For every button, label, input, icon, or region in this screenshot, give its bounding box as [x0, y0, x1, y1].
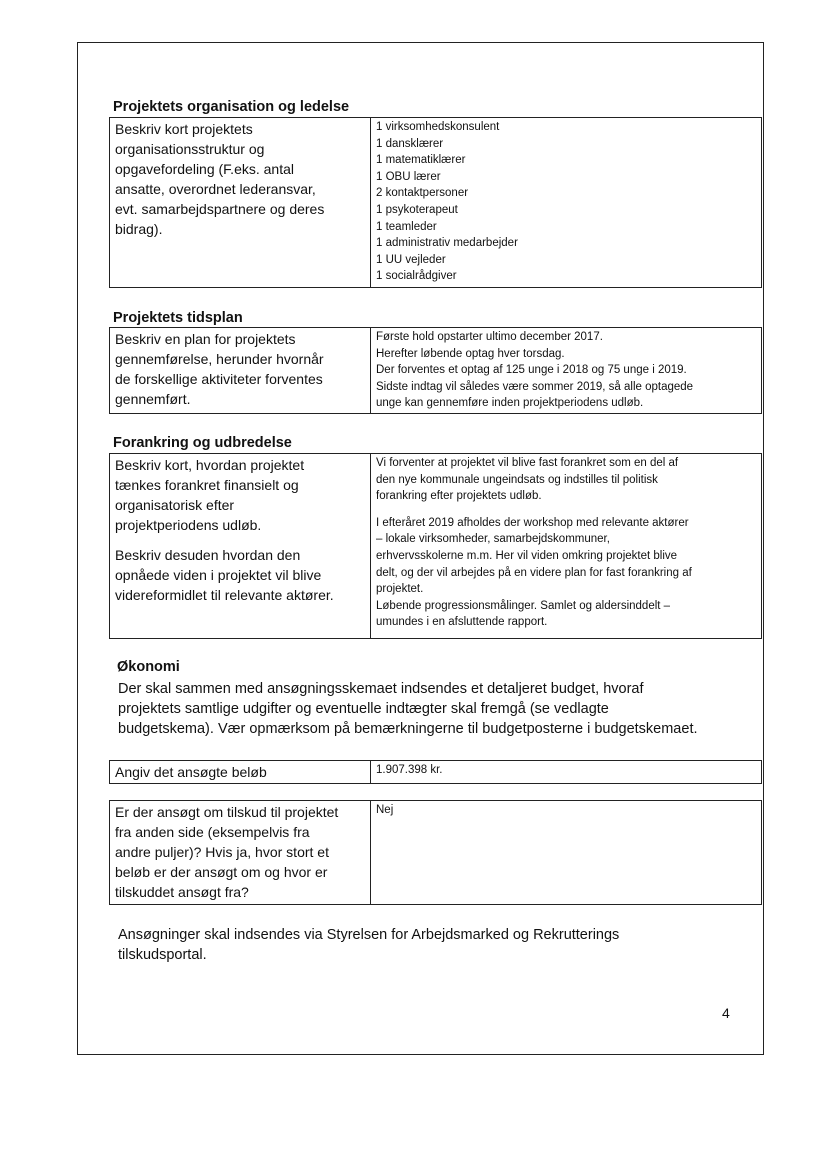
page-number: 4 [722, 1005, 730, 1021]
forankring-answer: Vi forventer at projektet vil blive fast forankret som en del af den nye kommunale ungeindsats og indstilles til politisk forankring efter projektets udløb. I efteråret 2019 afholdes der workshop med relevante aktører – lokale virksomheder, samarbejdskommuner, erhvervsskolerne m.m. Her vil viden omkring projektet blive delt, og der vil arbejdes på en videre plan for fast forankring af projektet. Løbende progressionsmålinger. Samlet og aldersinddelt – umundes i en afsluttende rapport. [371, 454, 762, 639]
tidsplan-answer: Første hold opstarter ultimo december 2017. Herefter løbende optag hver torsdag. Der forventes et optag af 125 unge i 2018 og 75 unge i 2019. Sidste indtag vil således være sommer 2019, så alle optagede unge kan gennemføre inden projektperiodens udløb. [371, 328, 762, 414]
forankring-table [109, 453, 762, 639]
belob-label: Angiv det ansøgte beløb [110, 761, 371, 784]
tidsplan-table [109, 327, 762, 414]
tilskud-question: Er der ansøgt om tilskud til projektet fra anden side (eksempelvis fra andre puljer)? Hvis ja, hvor stort et beløb er der ansøgt om og hvor er tilskuddet ansøgt fra? [110, 801, 371, 905]
organisation-answer: 1 virksomhedskonsulent 1 dansklærer 1 matematiklærer 1 OBU lærer 2 kontaktpersoner 1 psykoterapeut 1 teamleder 1 administrativ medarbejder 1 UU vejleder 1 socialrådgiver [371, 118, 762, 288]
section-title-tidsplan: Projektets tidsplan [113, 310, 243, 326]
section-title-okonomi: Økonomi [117, 659, 180, 675]
belob-table [109, 760, 762, 784]
forankring-question: Beskriv kort, hvordan projektet tænkes forankret finansielt og organisatorisk efter projektperiodens udløb. Beskriv desuden hvordan den opnåede viden i projektet vil blive videreformidlet til relevante aktører. [110, 454, 371, 639]
tidsplan-question: Beskriv en plan for projektets gennemførelse, herunder hvornår de forskellige aktiviteter forventes gennemført. [110, 328, 371, 414]
section-title-organisation: Projektets organisation og ledelse [113, 99, 350, 115]
tilskud-answer: Nej [371, 801, 762, 905]
organisation-question: Beskriv kort projektets organisationsstruktur og opgavefordeling (F.eks. antal ansatte, overordnet lederansvar, evt. samarbejdspartnere og deres bidrag). [110, 118, 371, 288]
belob-value: 1.907.398 kr. [371, 761, 762, 784]
footer-text: Ansøgninger skal indsendes via Styrelsen for Arbejdsmarked og Rekrutterings tilskudsportal. [118, 927, 620, 963]
tilskud-table [109, 800, 762, 905]
okonomi-body: Der skal sammen med ansøgningsskemaet indsendes et detaljeret budget, hvoraf projektets samtlige udgifter og eventuelle indtægter skal fremgå (se vedlagte budgetskema). Vær opmærksom på bemærkningerne til budgetposterne i budgetskemaet. [118, 681, 698, 737]
section-title-forankring: Forankring og udbredelse [113, 435, 292, 451]
organisation-table [109, 117, 762, 288]
